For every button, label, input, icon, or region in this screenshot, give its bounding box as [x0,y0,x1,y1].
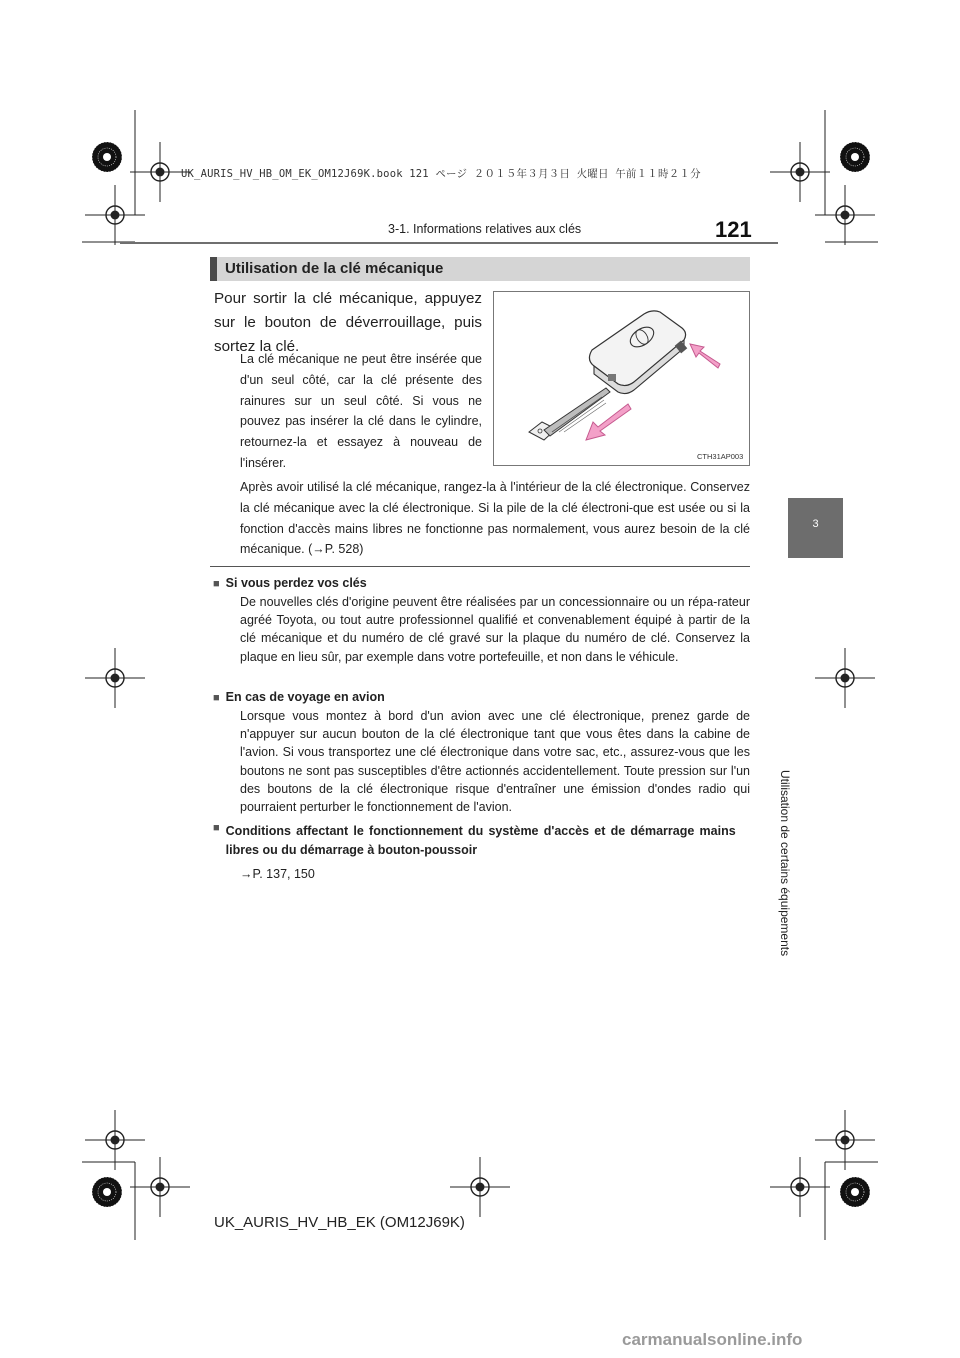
section-heading-marker [210,257,217,281]
chapter-title: Utilisation de certains équipements [778,770,792,957]
electronic-key-icon [589,311,687,394]
page-number: 121 [715,217,752,242]
pull-arrow-icon [586,404,631,440]
bullet-square-icon: ■ [213,822,220,834]
topic-heading: ■ Conditions affectant le fonctionnement du système d'accès et de démarrage mains libres ou du démarrage à bouton-poussoir [213,822,750,860]
registration-mark-top-left-rosette [92,142,122,172]
section-heading: Utilisation de la clé mécanique [225,260,444,277]
registration-mark-bottom-left-rosette [92,1177,122,1207]
note-paragraph: La clé mécanique ne peut être insérée que d'un seul côté, car la clé présente des rainures sur un seul côté. Si vous ne pouvez pas insérer la clé dans le cylindre, retournez-la et essayez à nouveau de l'insérer. [240,352,482,470]
registration-mark-bottom-right-rosette [840,1177,870,1207]
topic-text: →P. 137, 150 [240,867,315,881]
bullet-square-icon: ■ [213,692,220,704]
topic-smart-entry [213,822,750,883]
figure-code: CTH31AP003 [697,452,744,461]
section-divider [210,566,750,567]
topic-air-travel [213,690,750,816]
topic-text: Lorsque vous montez à bord d'un avion avec une clé électronique, prenez garde de n'appuyer sur aucun bouton de la clé électronique tant que vous êtes dans la cabine de l'avion. Si vous transportez une clé électronique dans votre sac, etc., assurez-vous que les boutons ne sont pas susceptibles d'être actionnés accidentellement. Toute pression sur l'un des boutons de la clé électronique risque d'entraîner une émission d'ondes radio qui pourraient perturber le fonctionnement de l'avion. [240,709,750,815]
topic-lost-keys [213,576,750,666]
key-illustration [493,291,750,466]
header-rule [120,242,778,244]
section-title: 3-1. Informations relatives aux clés [388,222,582,236]
bullet-square-icon: ■ [213,578,220,590]
chapter-number: 3 [812,518,819,530]
watermark: carmanualsonline.info [622,1330,803,1349]
topic-text: De nouvelles clés d'origine peuvent être réalisées par un concessionnaire ou un répa-rateur agréé Toyota, ou tout autre professionnel qualifié et convenablement équipé à partir de la clé mécanique et du numéro de clé gravé sur la plaque du numéro de clé. Conservez la plaque en lieu sûr, par exemple dans votre portefeuille, et non dans le véhicule. [240,595,750,664]
topic-heading: ■ En cas de voyage en avion [213,690,385,704]
after-note-paragraph: Après avoir utilisé la clé mécanique, rangez-la à l'intérieur de la clé électronique. Conservez la clé mécanique avec la clé électronique. Si la pile de la clé électroni-que est usée ou si la fonction d'accès mains libres ne fonctionne pas normalement, vous aurez besoin de la clé mécanique. (→P. 528) [240,480,750,557]
page-footer: UK_AURIS_HV_HB_EK (OM12J69K) [214,1214,465,1231]
topic-heading: ■ Si vous perdez vos clés [213,576,367,590]
intro-paragraph: Pour sortir la clé mécanique, appuyez sur le bouton de déverrouillage, puis sortez la clé. [214,290,482,355]
press-arrow-icon [690,344,720,368]
registration-mark-top-right-rosette [840,142,870,172]
book-header: UK_AURIS_HV_HB_OM_EK_OM12J69K.book 121 ページ ２０１５年３月３日 火曜日 午前１１時２１分 [181,168,701,180]
